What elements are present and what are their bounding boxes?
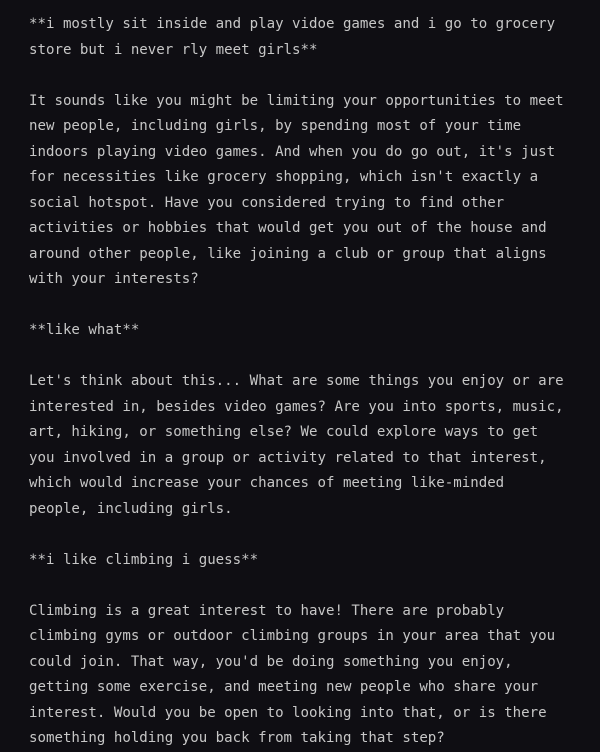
assistant-message: It sounds like you might be limiting your opportunities to meet new people, including girls, by spending most of your time indoors playing video games. And when you do go out, it's just for necessities like grocery shopping, which isn't exactly a social hotspot. Have you considered trying to find other activities or hobbies that would get you out of the house and around other people, like joining a club or group that aligns with your interests? (29, 92, 564, 287)
user-message: **i mostly sit inside and play vidoe games and i go to grocery store but i never rly meet girls** (29, 16, 556, 58)
user-message: **like what** (29, 322, 140, 338)
user-message: **i like climbing i guess** (29, 551, 259, 568)
assistant-message: Let's think about this... What are some things you enjoy or are interested in, besides video games? Are you into sports, music, art, hiking, or something else? We could explore ways to get you involved in a group or activity related to that interest, which would increase your chances of meeting like-minded people, including girls. (29, 373, 564, 517)
assistant-message: Climbing is a great interest to have! There are probably climbing gyms or outdoor climbing groups in your area that you could join. That way, you'd be doing something you enjoy, getting some exercise, and meeting new people who share your interest. Would you be open to looking into that, or is there something holding you back from taking that step? (29, 602, 556, 746)
